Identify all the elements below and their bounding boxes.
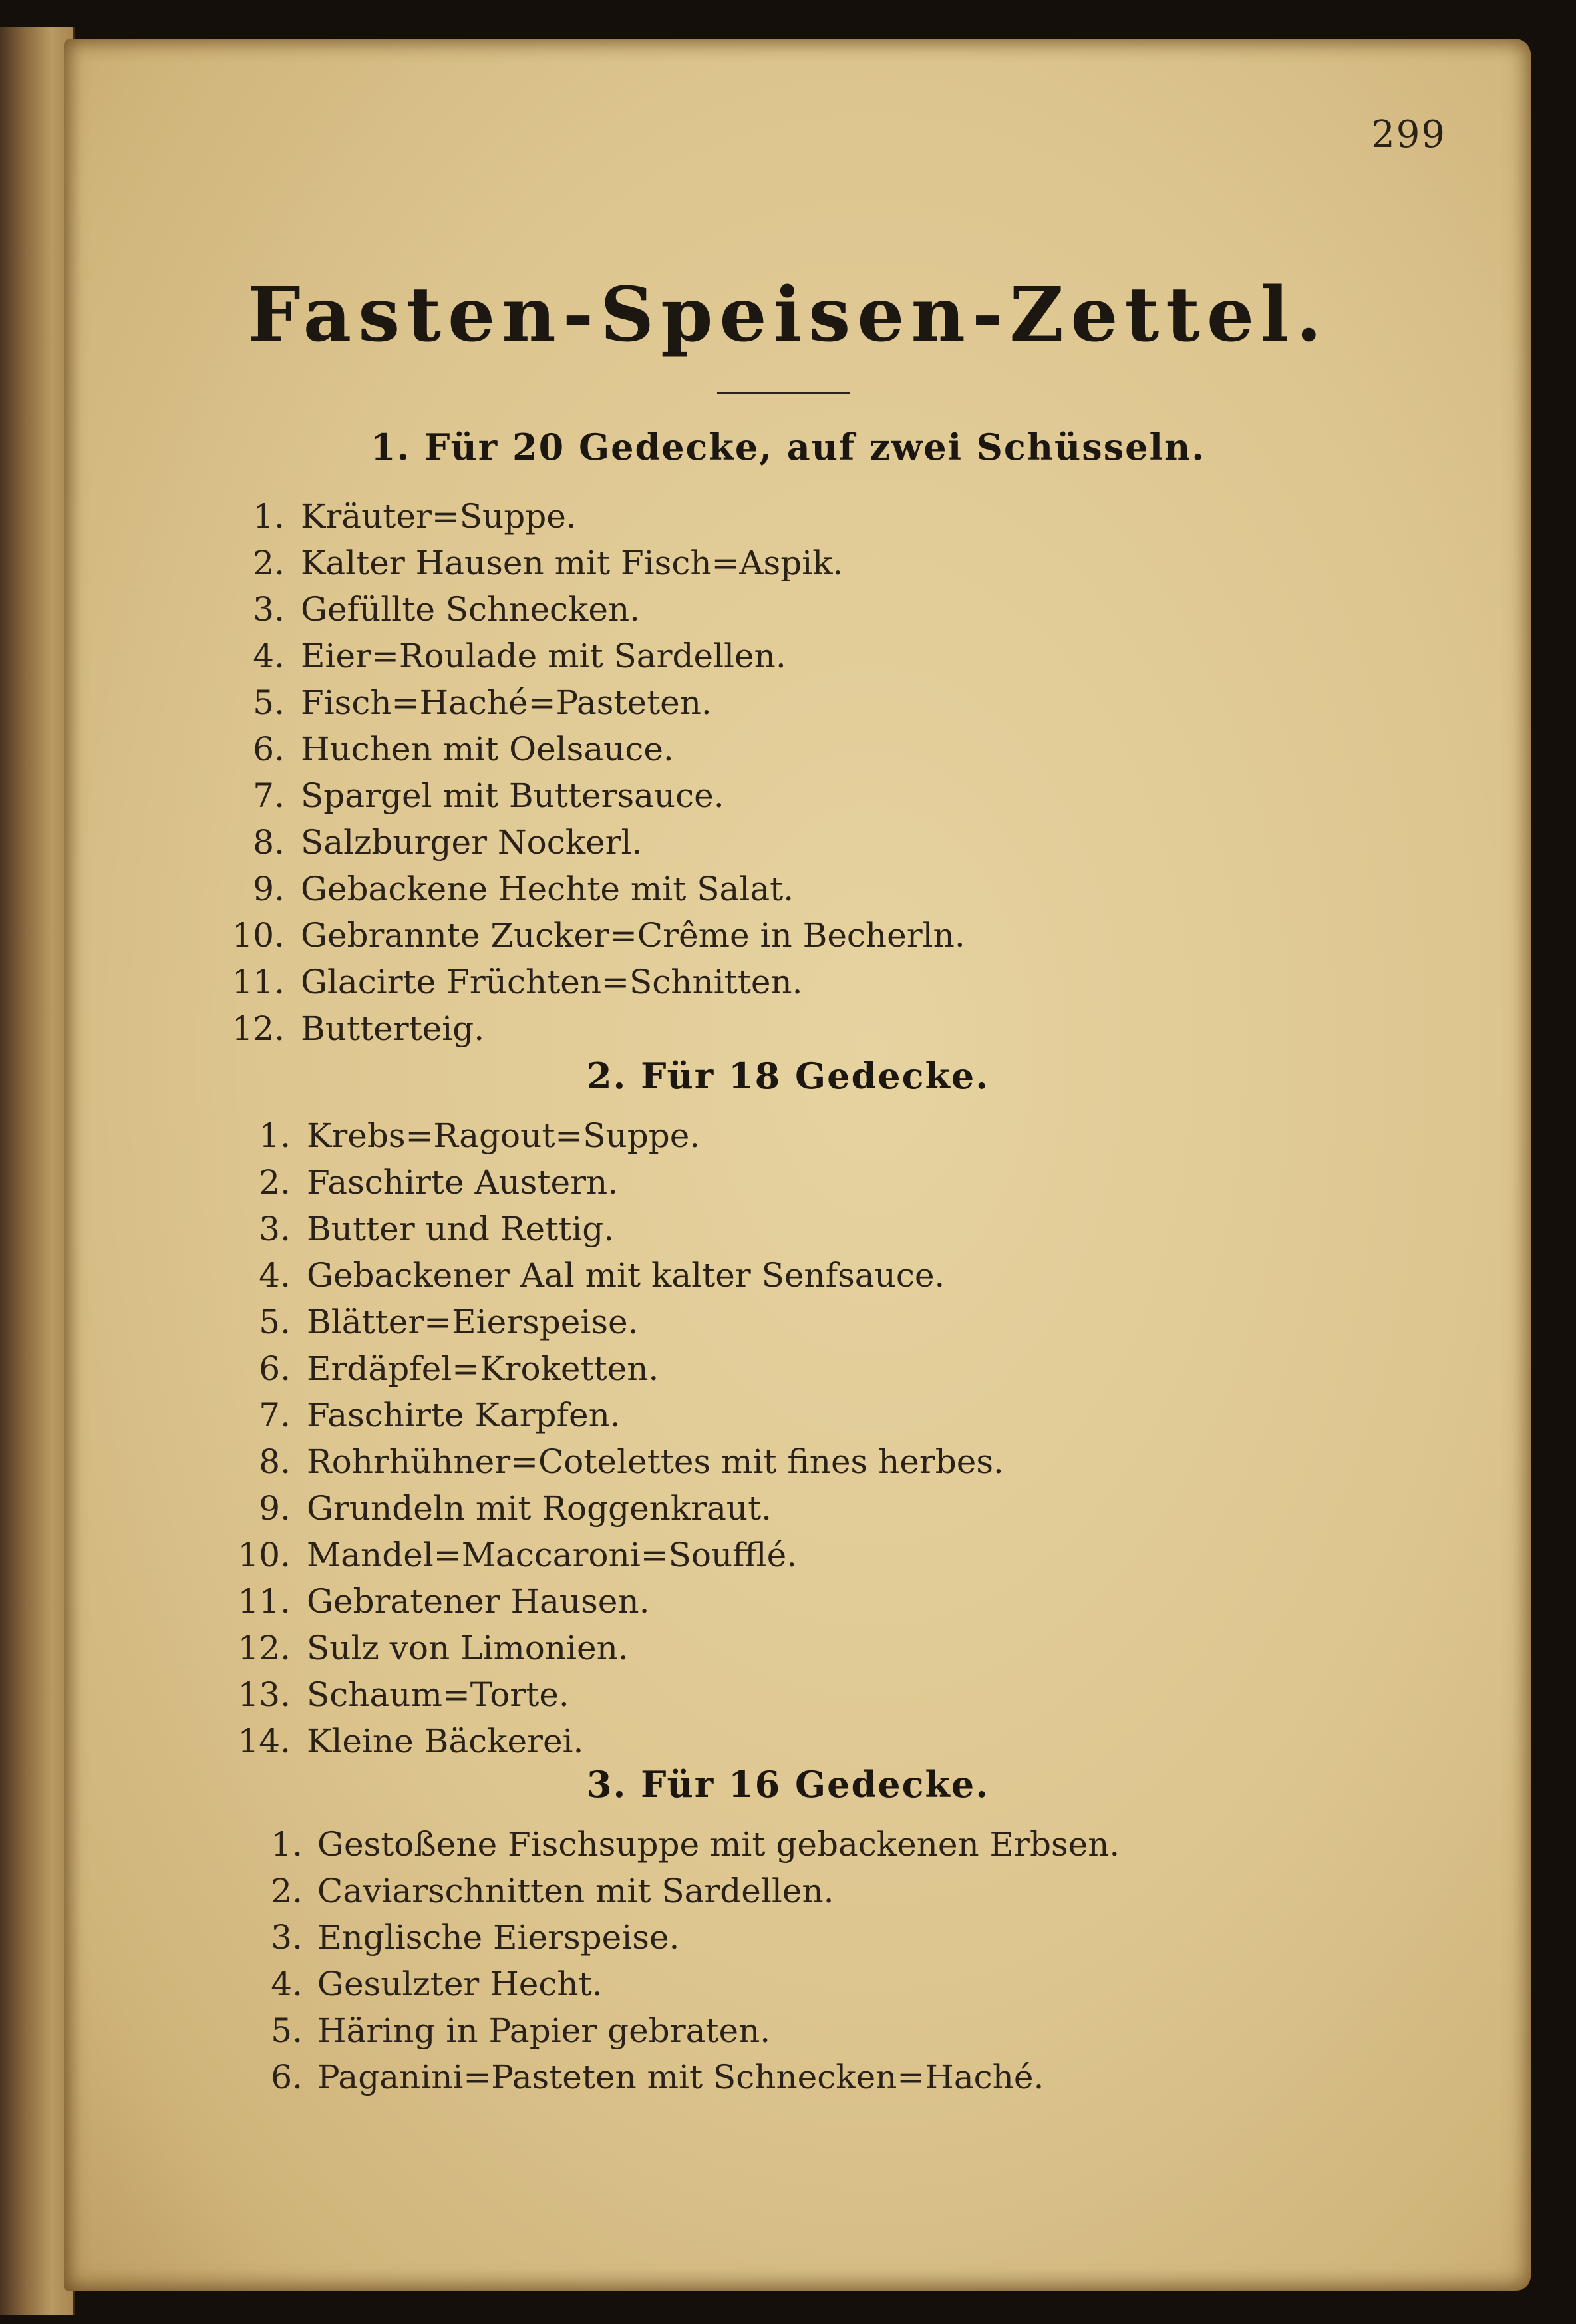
list-item-number: 1. [259,1116,291,1155]
list-item: Gebratener Hausen. [307,1582,650,1621]
list-item: Gesulzter Hecht. [317,1965,603,2003]
list-item-number: 4. [271,1965,303,2003]
list-item-number: 4. [259,1256,291,1295]
list-item-number: 5. [259,1303,291,1341]
list-item-number: 9. [253,870,285,908]
list-item: Rohrhühner=Cotelettes mit fines herbes. [307,1442,1004,1481]
list-item: Kleine Bäckerei. [307,1722,584,1760]
list-item-number: 1. [271,1825,303,1864]
list-item-number: 7. [253,776,285,815]
list-item-number: 5. [271,2011,303,2050]
list-item-number: 3. [259,1210,291,1248]
list-item-number: 8. [259,1442,291,1481]
list-item-number: 12. [232,1009,285,1048]
list-item-number: 3. [271,1918,303,1957]
page-title: Fasten-Speisen-Zettel. [247,271,1329,359]
list-item-number: 8. [253,823,285,862]
list-item: Gebackene Hechte mit Salat. [301,870,794,908]
list-item: Fisch=Haché=Pasteten. [301,683,712,722]
list-item-number: 2. [259,1163,291,1202]
list-item: Faschirte Karpfen. [307,1396,621,1434]
list-item-number: 7. [259,1396,291,1434]
list-item: Gebackener Aal mit kalter Senfsauce. [307,1256,945,1295]
list-item: Butterteig. [301,1009,485,1048]
list-item: Erdäpfel=Kroketten. [307,1349,659,1388]
menu-heading: 3. Für 16 Gedecke. [586,1763,990,1806]
list-item-number: 11. [237,1582,291,1621]
list-item-number: 9. [259,1489,291,1528]
list-item-number: 10. [237,1536,291,1574]
menu-heading: 2. Für 18 Gedecke. [586,1055,990,1097]
list-item: Grundeln mit Roggenkraut. [307,1489,772,1528]
list-item-number: 13. [237,1675,291,1714]
list-item: Schaum=Torte. [307,1675,569,1714]
title-divider [717,392,850,394]
list-item-number: 6. [259,1349,291,1388]
list-item: Gebrannte Zucker=Crême in Becherln. [301,916,965,955]
list-item: Gefüllte Schnecken. [301,590,641,629]
list-item: Paganini=Pasteten mit Schnecken=Haché. [317,2058,1044,2096]
list-item-number: 12. [237,1629,291,1667]
list-item: Salzburger Nockerl. [301,823,643,862]
list-item: Blätter=Eierspeise. [307,1303,639,1341]
list-item-number: 1. [253,497,285,536]
list-item-number: 3. [253,590,285,629]
list-item: Englische Eierspeise. [317,1918,680,1957]
list-item-number: 2. [253,544,285,582]
list-item-number: 2. [271,1872,303,1910]
list-item: Huchen mit Oelsauce. [301,730,674,768]
list-item: Butter und Rettig. [307,1210,615,1248]
menu-heading: 1. Für 20 Gedecke, auf zwei Schüsseln. [370,426,1206,468]
page-number: 299 [1371,113,1446,156]
list-item: Caviarschnitten mit Sardellen. [317,1872,834,1910]
list-item: Häring in Papier gebraten. [317,2011,771,2050]
list-item-number: 10. [232,916,285,955]
list-item-number: 5. [253,683,285,722]
list-item: Krebs=Ragout=Suppe. [307,1116,701,1155]
list-item: Kalter Hausen mit Fisch=Aspik. [301,544,844,582]
list-item: Spargel mit Buttersauce. [301,776,724,815]
list-item: Glacirte Früchten=Schnitten. [301,963,803,1001]
list-item-number: 14. [237,1722,291,1760]
list-item: Mandel=Maccaroni=Soufflé. [307,1536,798,1574]
list-item-number: 6. [271,2058,303,2096]
list-item-number: 4. [253,637,285,675]
list-item-number: 6. [253,730,285,768]
list-item: Faschirte Austern. [307,1163,619,1202]
list-item: Sulz von Limonien. [307,1629,629,1667]
list-item: Kräuter=Suppe. [301,497,577,536]
list-item-number: 11. [232,963,285,1001]
list-item: Eier=Roulade mit Sardellen. [301,637,786,675]
list-item: Gestoßene Fischsuppe mit gebackenen Erbsen. [317,1825,1120,1864]
